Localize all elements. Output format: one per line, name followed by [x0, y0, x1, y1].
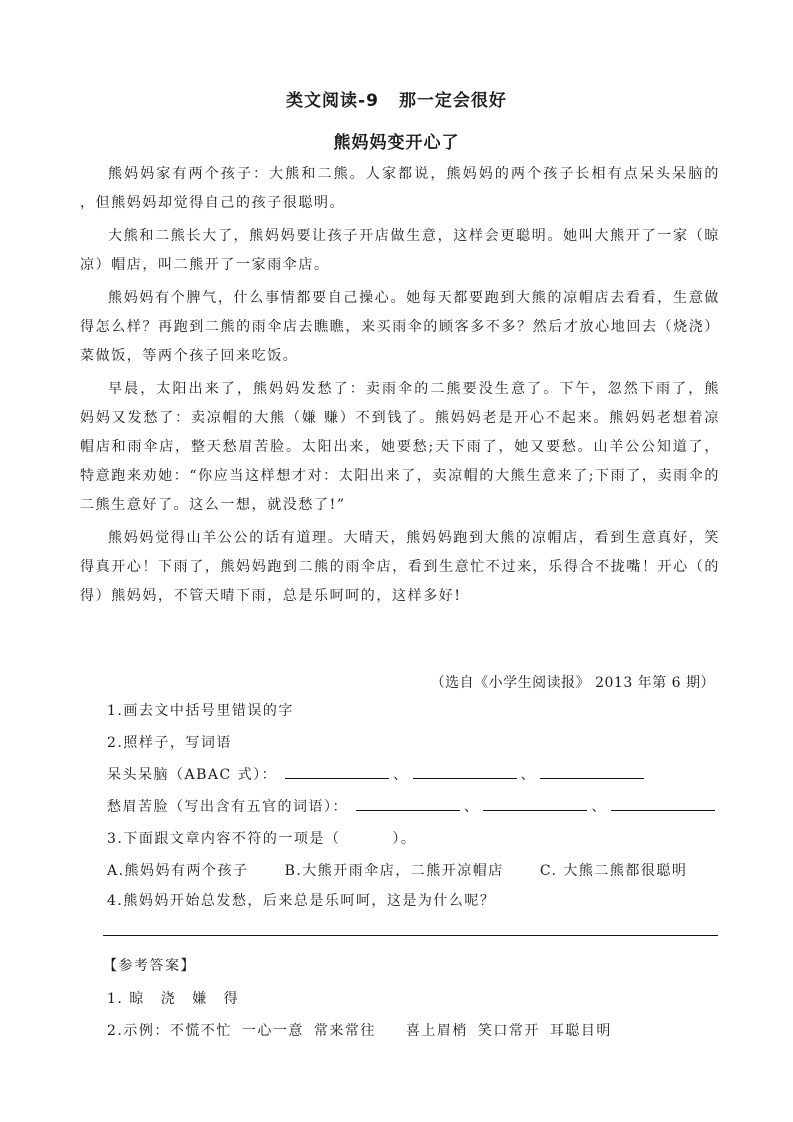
- option-b[interactable]: B.大熊开雨伞店，二熊开凉帽店: [284, 863, 504, 879]
- answer-char: 嫌: [192, 991, 208, 1007]
- question-2: 2.照样子，写词语: [107, 735, 232, 751]
- answer-word: 喜上眉梢: [405, 1023, 468, 1039]
- title-prefix: 类文阅读-9: [286, 91, 379, 111]
- option-a[interactable]: A.熊妈妈有两个孩子: [107, 863, 249, 879]
- answer-word: 常来常往: [313, 1023, 376, 1039]
- answer-char: 晾: [129, 991, 145, 1007]
- option-c[interactable]: C. 大熊二熊都很聪明: [539, 863, 688, 879]
- question-1: 1.画去文中括号里错误的字: [107, 703, 294, 719]
- question-4: 4.熊妈妈开始总发愁，后来总是乐呵呵，这是为什么呢？: [107, 893, 496, 909]
- separator: 、: [393, 767, 409, 783]
- question-2b: [107, 796, 717, 816]
- worksheet-title: [0, 86, 793, 111]
- answer-blank[interactable]: [540, 764, 644, 779]
- answers-heading: 【参考答案】: [103, 958, 196, 974]
- answer-blank[interactable]: [356, 796, 460, 811]
- story-paragraph: 熊妈妈有个脾气，什么事情都要自己操心。她每天都要跑到大熊的凉帽店去看看，生意做得怎么样？再跑到二熊的雨伞店去瞧瞧，来买雨伞的顾客多不多？然后才放心地回去（烧浇）菜做饭，等两个孩子回来吃饭。: [80, 290, 720, 364]
- separator: 、: [591, 799, 607, 815]
- question-2a: [107, 764, 646, 784]
- question-2b-label: 愁眉苦脸（写出含有五官的词语）：: [107, 799, 348, 815]
- answer-blank[interactable]: [285, 764, 389, 779]
- question-3-options: [107, 860, 687, 880]
- answer-2-prefix: 2.示例：: [107, 1023, 170, 1039]
- answer-2: [107, 1020, 612, 1040]
- answer-blank[interactable]: [483, 796, 587, 811]
- story-paragraph: 早晨，太阳出来了，熊妈妈发愁了：卖雨伞的二熊要没生意了。下午，忽然下雨了，熊 妈妈又发愁了：卖凉帽的大熊（嫌 赚）不到钱了。熊妈妈老是开心不起来。熊妈妈老想着凉帽店和雨伞店，整天愁眉苦脸。太阳出来，她要愁;天下雨了，她又要愁。山羊公公知道了，特意跑来劝她：“你应当这样想才对：太阳出来了，卖凉帽的大熊生意来了;下雨了，卖雨伞的二熊生意好了。这么一想，就没愁了!”: [80, 381, 720, 513]
- story-body: [80, 160, 720, 615]
- answer-blank[interactable]: [413, 764, 517, 779]
- source-citation: （选自《小学生阅读报》 2013 年第 6 期）: [430, 675, 715, 691]
- answer-word: 笑口常开: [477, 1023, 540, 1039]
- answer-char: 得: [223, 991, 240, 1007]
- question-3-prefix: 3.下面跟文章内容不符的一项是（: [107, 831, 341, 847]
- answer-word: 耳聪目明: [549, 1023, 612, 1039]
- separator: 、: [520, 767, 537, 783]
- title-main: 那一定会很好: [398, 91, 507, 111]
- answer-1: [107, 988, 249, 1008]
- question-2a-label: 呆头呆脑（ABAC 式）：: [107, 767, 278, 783]
- story-paragraph: 熊妈妈家有两个孩子：大熊和二熊。人家都说，熊妈妈的两个孩子长相有点呆头呆脑的 ，但熊妈妈却觉得自己的孩子很聪明。: [80, 166, 720, 211]
- answer-word: 一心一意: [241, 1023, 304, 1039]
- question-3-suffix: ）。: [392, 831, 417, 847]
- story-title: 熊妈妈变开心了: [333, 133, 460, 153]
- story-paragraph: 大熊和二熊长大了，熊妈妈要让孩子开店做生意，这样会更聪明。她叫大熊开了一家（晾凉）帽店，叫二熊开了一家雨伞店。: [80, 228, 720, 273]
- answer-blank[interactable]: [611, 796, 715, 811]
- answer-1-prefix: 1.: [107, 991, 124, 1007]
- answer-line[interactable]: [103, 935, 718, 936]
- answer-char: 浇: [160, 991, 177, 1007]
- separator: 、: [463, 799, 480, 815]
- answer-word: 不慌不忙: [169, 1023, 232, 1039]
- question-3: [107, 828, 416, 848]
- story-paragraph: 熊妈妈觉得山羊公公的话有道理。大晴天，熊妈妈跑到大熊的凉帽店，看到生意真好，笑得真开心！下雨了，熊妈妈跑到二熊的雨伞店，看到生意忙不过来，乐得合不拢嘴！开心（的得）熊妈妈，不管天晴下雨，总是乐呵呵的，这样多好!: [80, 530, 720, 604]
